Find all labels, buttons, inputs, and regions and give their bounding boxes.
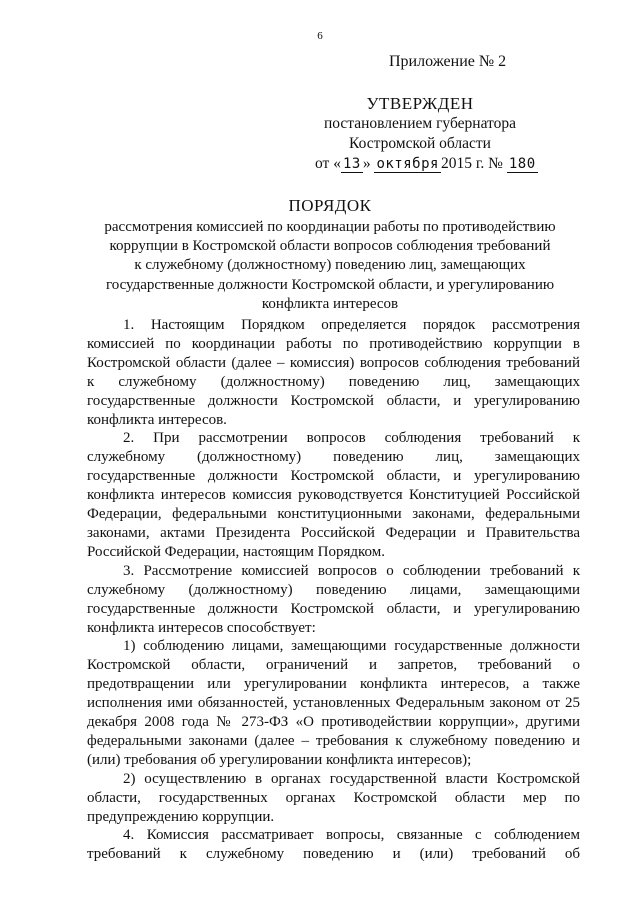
subtitle-line: конфликта интересов [261, 295, 399, 312]
page-number: 6 [317, 30, 323, 42]
document-body [87, 316, 580, 864]
text-line: 3. Рассмотрение комиссией вопросов о соблюдении требований к [123, 562, 580, 579]
date-day: 13 [342, 156, 361, 172]
approved-heading: УТВЕРЖДЕН [366, 94, 474, 113]
approval-line-1: постановлением губернатора [323, 115, 517, 132]
text-line: служебному (должностному) поведению лицами, замещающими [87, 581, 580, 598]
paragraph-1 [87, 316, 580, 429]
text-line: исполнения ими обязанностей, установленных Федеральным законом от 25 [87, 695, 580, 712]
paragraph-3 [87, 562, 580, 638]
approval-line-2: Костромской области [349, 135, 491, 152]
text-line: комиссией по координации работы по противодействию коррупции в [87, 335, 580, 352]
text-line: 2. При рассмотрении вопросов соблюдения требований к [123, 430, 580, 447]
text-line: Костромской области (далее – комиссия) вопросов соблюдения требований [87, 354, 580, 371]
text-line: области, государственных органах Костромской области мер по [87, 789, 580, 806]
subtitle-line: к служебному (должностному) поведению лиц, замещающих [134, 257, 526, 274]
text-line: предупреждению коррупции. [87, 808, 275, 825]
date-prefix: от « [315, 155, 341, 172]
text-line: к служебному (должностному) поведению лиц, замещающих [87, 373, 580, 390]
document-subtitle [60, 218, 600, 314]
subtitle-line: коррупции в Костромской области вопросов соблюдения требований [109, 238, 551, 255]
text-line: (или) требования об урегулировании конфликта интересов); [87, 751, 472, 768]
paragraph-4 [87, 826, 580, 864]
text-line: 1. Настоящим Порядком определяется порядок рассмотрения [123, 317, 580, 333]
text-line: государственные должности Костромской области, и урегулированию [87, 468, 580, 485]
text-line: конфликта интересов комиссия руководствуется Конституцией Российской [87, 487, 580, 504]
subtitle-line: рассмотрения комиссией по координации работы по противодействию [104, 219, 556, 235]
text-line: Костромской области, ограничений и запретов, требований о [87, 657, 580, 674]
date-month: октября [376, 156, 439, 172]
text-line: предотвращении или урегулировании конфликта интересов, а также [87, 676, 580, 693]
text-line: конфликта интересов. [87, 411, 227, 428]
date-year: 2015 г. № [440, 155, 503, 172]
text-line: 4. Комиссия рассматривает вопросы, связанные с соблюдением [123, 827, 580, 844]
text-line: Российской Федерации, настоящим Порядком. [87, 543, 385, 560]
text-line: федеральными законами (далее – требования к служебному поведению и [87, 732, 580, 749]
text-line: служебному (должностному) поведению лиц, замещающих [87, 449, 580, 466]
text-line: требований к служебному поведению и (или) требований об [87, 846, 580, 863]
date-mid: » [362, 155, 371, 172]
title-block [60, 196, 600, 314]
paragraph-2 [87, 429, 580, 561]
text-line: декабря 2008 года № 273-ФЗ «О противодействии коррупции», другими [87, 714, 580, 731]
date-number: 180 [508, 156, 536, 172]
subtitle-line: государственные должности Костромской области, и урегулированию [105, 276, 555, 293]
text-line: 2) осуществлению в органах государственной власти Костромской [123, 770, 580, 787]
text-line: конфликта интересов способствует: [87, 619, 316, 636]
text-line: законами, актами Президента Российской Федерации и Правительства [87, 524, 580, 541]
text-line: 1) соблюдению лицами, замещающими государственные должности [123, 638, 580, 655]
paragraph-3-2 [87, 770, 580, 827]
document-title: ПОРЯДОК [288, 196, 372, 215]
text-line: государственные должности Костромской области, и урегулированию [87, 600, 580, 617]
approval-block [300, 94, 540, 174]
appendix-label: Приложение № 2 [389, 53, 507, 70]
text-line: государственные должности Костромской области, и урегулированию [87, 392, 580, 409]
approval-date-line [300, 154, 540, 174]
text-line: Федерации, федеральными конституционными законами, федеральными [87, 506, 580, 523]
paragraph-3-1 [87, 637, 580, 769]
